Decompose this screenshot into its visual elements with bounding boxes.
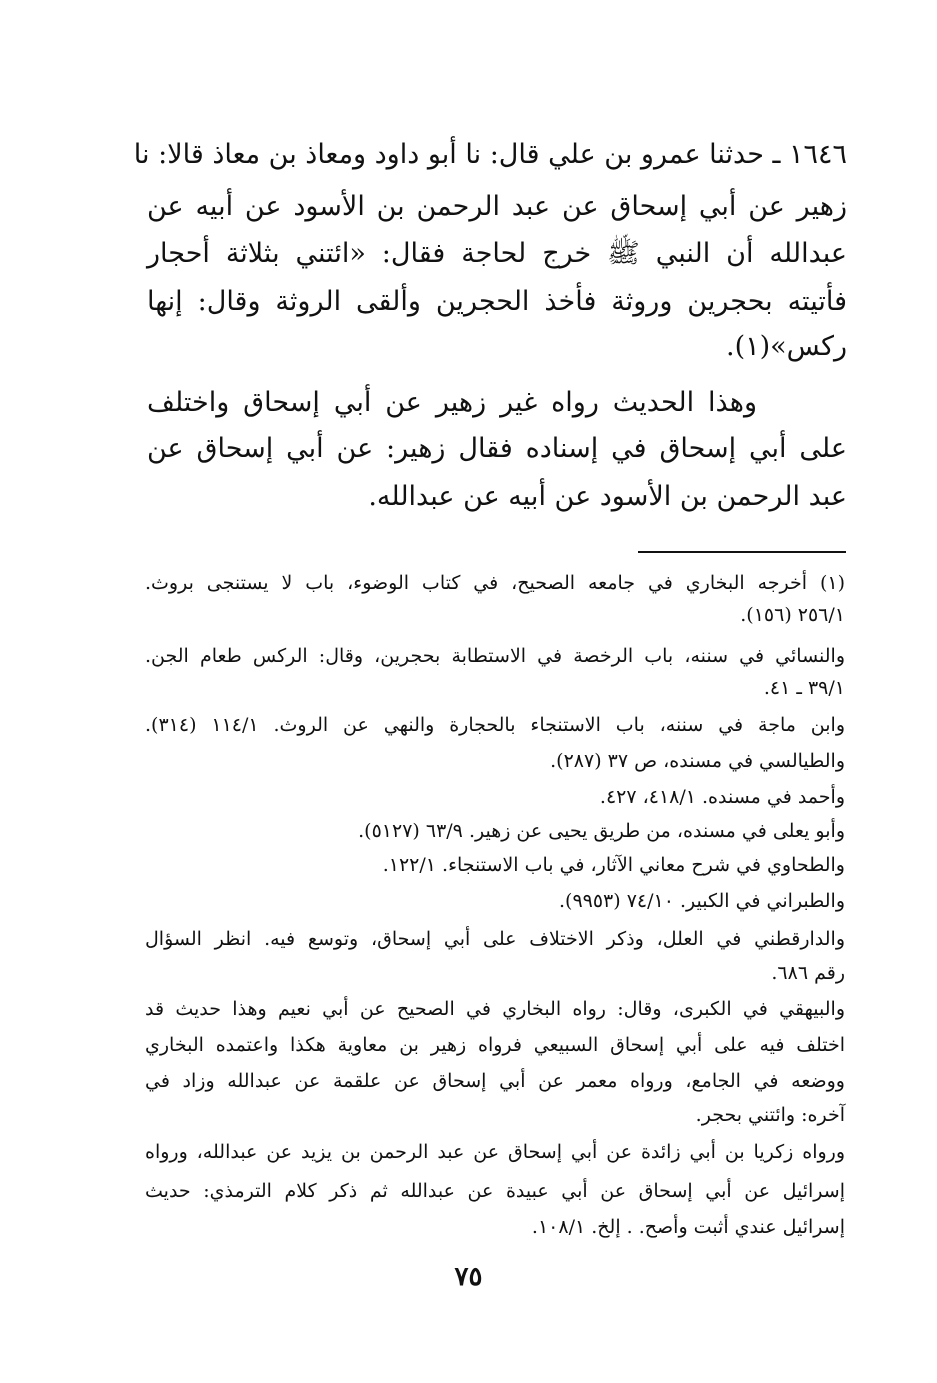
footnote-line: آخره: وائتني بحجر. [695,1104,845,1126]
footnote-divider [638,551,846,553]
hadith-line: ١٦٤٦ ـ حدثنا عمرو بن علي قال: نا أبو داود ومعاذ بن معاذ قالا: نا [133,139,847,170]
footnote-line: وأحمد في مسنده. ٤١٨/١، ٤٢٧. [599,786,845,808]
footnote-line: والدارقطني في العلل، وذكر الاختلاف على أبي إسحاق، وتوسع فيه. انظر السؤال [145,928,845,950]
page-number: ٧٥ [454,1262,483,1292]
commentary-line: على أبي إسحاق في إسناده فقال زهير: عن أبي إسحاق عن [147,433,847,464]
footnote-line: والطبراني في الكبير. ٧٤/١٠ (٩٩٥٣). [558,890,845,912]
hadith-line: ركس»(١). [725,331,847,362]
commentary-line: وهذا الحديث رواه غير زهير عن أبي إسحاق واختلف [147,387,757,418]
footnote-line: وابن ماجة في سننه، باب الاستنجاء بالحجارة والنهي عن الروث. ١١٤/١ (٣١٤). [145,714,846,736]
hadith-line: زهير عن أبي إسحاق عن عبد الرحمن بن الأسود عن أبيه عن [147,191,847,222]
footnote-line: ورواه زكريا بن أبي زائدة عن أبي إسحاق عن عبد الرحمن بن يزيد عن عبدالله، ورواه [145,1141,845,1163]
footnote-line: إسرائيل عن أبي إسحاق عن أبي عبيدة عن عبدالله ثم ذكر كلام الترمذي: حديث [145,1180,845,1202]
footnote-line: ٢٥٦/١ (١٥٦). [740,604,845,626]
hadith-line: عبدالله أن النبي ﷺ خرج لحاجة فقال: «ائتني بثلاثة أحجار [147,238,847,269]
footnote-line: (١) أخرجه البخاري في جامعه الصحيح، في كتاب الوضوء، باب لا يستنجى بروث. [145,572,845,594]
commentary-line: عبد الرحمن بن الأسود عن أبيه عن عبدالله. [368,481,847,512]
footnote-line: والطيالسي في مسنده، ص ٣٧ (٢٨٧). [550,750,845,772]
footnote-line: والنسائي في سننه، باب الرخصة في الاستطابة بحجرين، وقال: الركس طعام الجن. [145,645,845,667]
footnote-line: رقم ٦٨٦. [771,962,845,984]
footnote-line: ووضعه في الجامع، ورواه معمر عن أبي إسحاق عن علقمة عن عبدالله وزاد في [145,1070,845,1092]
footnote-line: والطحاوي في شرح معاني الآثار، في باب الاستنجاء. ١٢٢/١. [382,854,845,876]
footnote-line: إسرائيل عندي أثبت وأصح. . إلخ. ١٠٨/١. [531,1216,845,1238]
footnote-line: ٣٩/١ ـ ٤١. [763,677,845,699]
hadith-line: فأتيته بحجرين وروثة فأخذ الحجرين وألقى الروثة وقال: إنها [147,286,847,317]
footnote-line: اختلف فيه على أبي إسحاق السبيعي فرواه زهير بن معاوية هكذا واعتمده البخاري [145,1034,845,1056]
footnote-line: وأبو يعلى في مسنده، من طريق يحيى عن زهير. ٦٣/٩ (٥١٢٧). [358,820,845,842]
footnote-line: والبيهقي في الكبرى، وقال: رواه البخاري في الصحيح عن أبي نعيم وهذا حديث قد [145,998,845,1020]
